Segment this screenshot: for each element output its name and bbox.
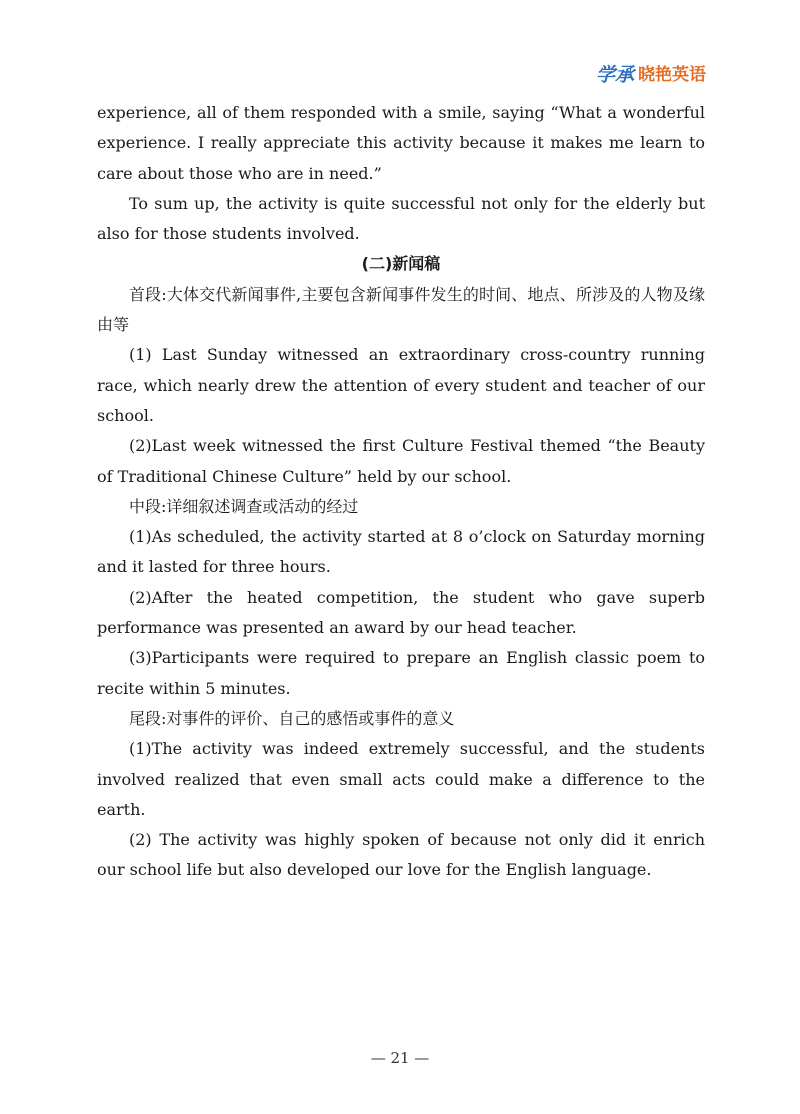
paragraph: To sum up, the activity is quite successful not only for the elderly but also for those students involved. bbox=[97, 193, 705, 244]
section-title: (二)新闻稿 bbox=[361, 254, 441, 274]
logo-mark: 学承 bbox=[595, 64, 634, 86]
page-number: — 21 — bbox=[370, 1049, 430, 1067]
logo-text: 晓艳英语 bbox=[638, 65, 706, 85]
section-heading-intro: 首段:大体交代新闻事件,主要包含新闻事件发生的时间、地点、所涉及的人物及缘由等 bbox=[97, 284, 705, 335]
section-heading-middle: 中段:详细叙述调查或活动的经过 bbox=[129, 496, 359, 516]
list-item: (1) Last Sunday witnessed an extraordinary cross-country running race, which nearly drew the attention of every student and teacher of our school. bbox=[97, 345, 705, 425]
list-item: (1)As scheduled, the activity started at 8 o’clock on Saturday morning and it lasted for three hours. bbox=[97, 527, 705, 577]
list-item: (2) The activity was highly spoken of because not only did it enrich our school life but also developed our love for the English language. bbox=[97, 830, 705, 880]
brand-logo bbox=[596, 64, 706, 86]
list-item: (2)After the heated competition, the student who gave superb performance was presented an award by our head teacher. bbox=[97, 587, 705, 638]
list-item: (1)The activity was indeed extremely successful, and the students involved realized that even small acts could make a difference to the earth. bbox=[97, 739, 705, 819]
section-heading-end: 尾段:对事件的评价、自己的感悟或事件的意义 bbox=[129, 708, 455, 728]
paragraph: experience, all of them responded with a smile, saying “What a wonderful experience. I really appreciate this activity because it makes me learn to care about those who are in need.” bbox=[97, 103, 705, 183]
list-item: (3)Participants were required to prepare an English classic poem to recite within 5 minutes. bbox=[97, 648, 705, 698]
page-content bbox=[97, 98, 705, 886]
list-item: (2)Last week witnessed the first Culture Festival themed “the Beauty of Traditional Chinese Culture” held by our school. bbox=[97, 436, 705, 486]
